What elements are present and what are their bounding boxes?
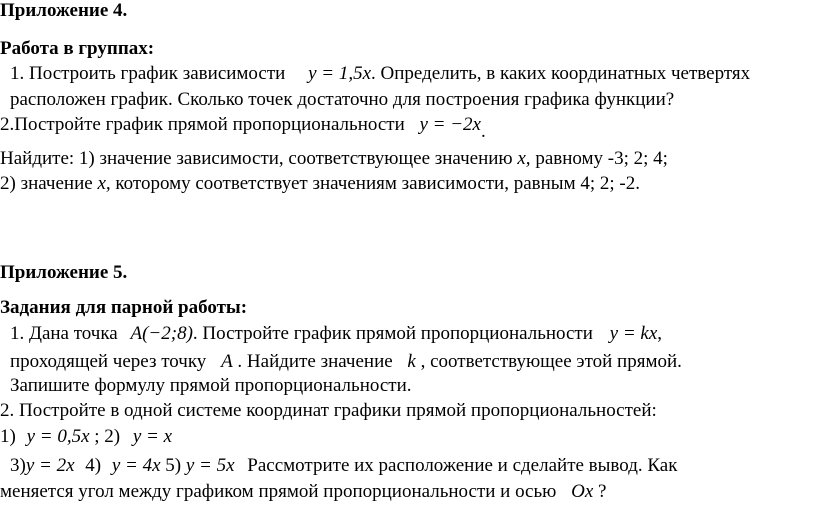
appendix-5-heading: Приложение 5. xyxy=(0,262,128,283)
pair-task-2-line-3 xyxy=(10,455,677,477)
pair-task-1-text-b: . Постройте график прямой пропорциональности xyxy=(192,323,593,344)
pair-task-2-line-4 xyxy=(0,481,606,503)
item-5-index: 5) xyxy=(165,455,182,476)
pair-task-1-line2-text-a: проходящей через точку xyxy=(10,351,207,372)
task-2-formula: y = −2x xyxy=(419,114,481,135)
task-1-number: 1. xyxy=(10,63,25,84)
find-text-b: равному -3; 2; 4; xyxy=(535,148,668,169)
task-2-dot: . xyxy=(481,121,486,142)
find2-var-x: x, xyxy=(97,173,111,194)
pair-task-1-line2-text-b: . Найдите значение xyxy=(237,351,393,372)
pair-task-2-line-2 xyxy=(0,426,172,448)
task-2-line xyxy=(0,114,486,142)
group-work-heading: Работа в группах: xyxy=(0,38,155,59)
pair-task-1-number: 1. xyxy=(10,323,25,344)
pair-task-1-text-a: Дана точка xyxy=(29,323,118,344)
point-a-formula: A(−2;8) xyxy=(130,323,193,344)
pair-task-1-line-2 xyxy=(10,351,682,373)
item-1-formula: y = 0,5x xyxy=(26,426,90,447)
pair-task-1-comma: , xyxy=(657,323,663,344)
pair-work-heading: Задания для парной работы: xyxy=(0,297,248,318)
pair-task-1-line-1 xyxy=(10,323,662,345)
pair-task-1-line2-text-c: , соответствующее этой прямой. xyxy=(420,351,682,372)
find-text-a: Найдите: 1) значение зависимости, соответствующее значению xyxy=(0,148,513,169)
pair-task-2-question: меняется угол между графиком прямой пропорциональности и осью xyxy=(0,481,557,502)
find2-text-a: 2) значение xyxy=(0,173,93,194)
item-2-formula: y = x xyxy=(132,426,173,447)
item-3-formula: y = 2x xyxy=(25,455,75,476)
item-4-formula: y = 4x xyxy=(111,455,161,476)
task-2-text: 2.Постройте график прямой пропорциональности xyxy=(0,114,405,135)
item-5-formula: y = 5x xyxy=(185,455,235,476)
task-1-line-2: расположен график. Сколько точек достаточно для построения графика функции? xyxy=(10,89,675,110)
task-1-formula: y = 1,5x xyxy=(308,63,372,84)
pair-task-1-formula: y = kx xyxy=(609,323,658,344)
item-1-index: 1) xyxy=(0,426,16,447)
question-mark: ? xyxy=(598,481,607,502)
item-2-index: ; 2) xyxy=(94,426,121,447)
find2-text-b: которому соответствует значениям зависимости, равным 4; 2; -2. xyxy=(115,173,640,194)
find-line-1 xyxy=(0,148,668,170)
item-3-index: 3) xyxy=(10,455,26,476)
pair-task-2-tail: Рассмотрите их расположение и сделайте вывод. Как xyxy=(247,455,678,476)
pair-task-1-line-3: Запишите формулу прямой пропорциональности. xyxy=(10,375,412,396)
item-4-index: 4) xyxy=(85,455,102,476)
point-a-label: A xyxy=(221,351,233,372)
var-k: k xyxy=(407,351,416,372)
appendix-4-heading: Приложение 4. xyxy=(0,0,128,21)
find-var-x: x, xyxy=(517,148,531,169)
pair-task-2-line-1: 2. Постройте в одной системе координат графики прямой пропорциональностей: xyxy=(0,400,657,421)
task-1-text: Построить график зависимости xyxy=(29,63,286,84)
axis-ox-label: Ox xyxy=(571,481,594,502)
task-1-line-1 xyxy=(10,63,750,85)
find-line-2 xyxy=(0,173,640,195)
task-1-text-b: . Определить, в каких координатных четвертях xyxy=(371,63,751,84)
